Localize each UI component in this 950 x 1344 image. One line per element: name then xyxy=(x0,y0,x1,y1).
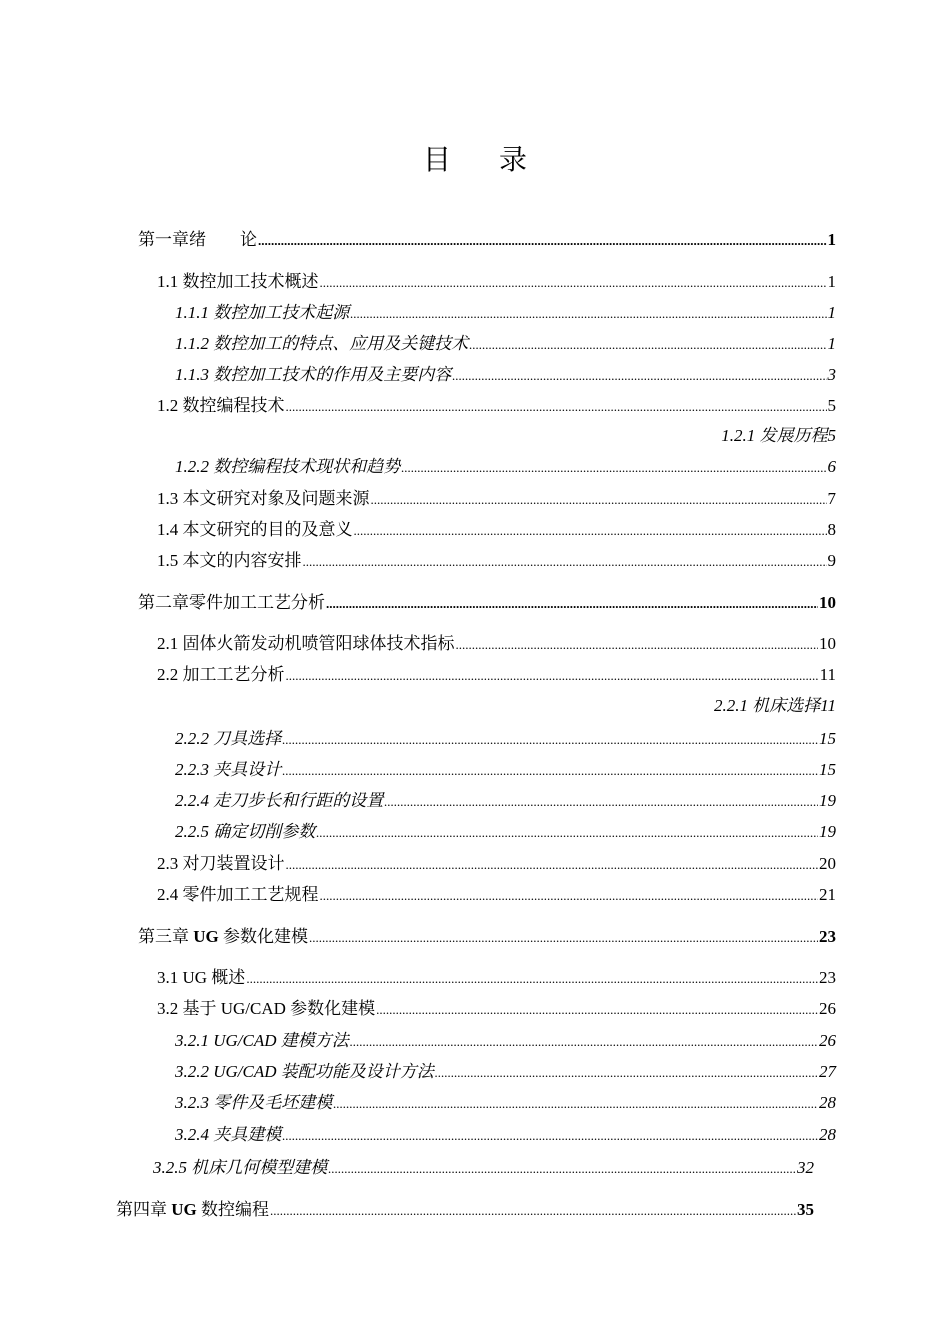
toc-entry-2-2-5[interactable] xyxy=(175,820,836,845)
toc-entry-2-2-2[interactable] xyxy=(175,727,836,752)
toc-entry-label: 3.2.5 机床几何模型建模 xyxy=(153,1158,328,1177)
toc-page-number: 19 xyxy=(819,791,836,810)
dot-leader xyxy=(270,1199,796,1223)
toc-page-number: 1 xyxy=(827,230,836,249)
toc-page-number: 26 xyxy=(819,1031,836,1050)
dot-leader xyxy=(303,550,827,574)
toc-page-number: 9 xyxy=(827,551,836,570)
toc-entry-2-2-3[interactable] xyxy=(175,758,836,783)
dot-leader xyxy=(350,1030,818,1054)
toc-entry-label: 1.1.1 数控加工技术起源 xyxy=(175,303,350,322)
toc-entry-label: 3.2.3 零件及毛坯建模 xyxy=(175,1093,333,1112)
toc-entry-3-1[interactable] xyxy=(157,966,836,991)
toc-entry-chapter-3[interactable] xyxy=(138,925,836,950)
toc-entry-2-1[interactable] xyxy=(157,632,836,657)
toc-entry-label: 2.2.3 夹具设计 xyxy=(175,760,282,779)
toc-entry-label: 1.1.3 数控加工技术的作用及主要内容 xyxy=(175,365,452,384)
toc-page-number: 26 xyxy=(819,999,836,1018)
toc-entry-label: 1.4 本文研究的目的及意义 xyxy=(157,520,353,539)
toc-entry-label: 2.3 对刀装置设计 xyxy=(157,854,285,873)
dot-leader xyxy=(282,759,818,783)
toc-entry-label: 2.2.1 机床选择 xyxy=(714,696,821,715)
dot-leader xyxy=(376,998,818,1022)
dot-leader xyxy=(456,633,819,657)
toc-entry-label: 1.2 数控编程技术 xyxy=(157,396,285,415)
toc-entry-3-2-4[interactable] xyxy=(175,1123,836,1148)
toc-entry-1-1-1[interactable] xyxy=(175,301,836,326)
toc-entry-label: 第二章零件加工工艺分析 xyxy=(138,593,325,612)
toc-entry-2-3[interactable] xyxy=(157,852,836,877)
toc-entry-1-3[interactable] xyxy=(157,487,836,512)
toc-entry-label: 2.2 加工工艺分析 xyxy=(157,665,285,684)
dot-leader xyxy=(282,1124,818,1148)
toc-entry-2-4[interactable] xyxy=(157,883,836,908)
toc-entry-label: 3.2.4 夹具建模 xyxy=(175,1125,282,1144)
toc-entry-label: 1.3 本文研究对象及问题来源 xyxy=(157,489,370,508)
toc-entry-1-4[interactable] xyxy=(157,518,836,543)
dot-leader xyxy=(320,884,819,908)
toc-entry-1-2-1[interactable] xyxy=(175,424,836,448)
toc-page-number: 7 xyxy=(827,489,836,508)
toc-page-number: 19 xyxy=(819,822,836,841)
toc-page-number: 6 xyxy=(827,457,836,476)
toc-entry-label: 2.2.5 确定切削参数 xyxy=(175,822,316,841)
toc-entry-label: 2.1 固体火箭发动机喷管阳球体技术指标 xyxy=(157,634,455,653)
toc-entry-1-5[interactable] xyxy=(157,549,836,574)
toc-entry-label: 1.1.2 数控加工的特点、应用及关键技术 xyxy=(175,334,469,353)
toc-entry-label: 1.2.2 数控编程技术现状和趋势 xyxy=(175,457,401,476)
toc-entry-label: 1.1 数控加工技术概述 xyxy=(157,272,319,291)
toc-entry-2-2-1[interactable] xyxy=(175,694,836,718)
page-title: 目录 xyxy=(422,143,575,176)
toc-page-number: 10 xyxy=(819,634,836,653)
toc-entry-label: 3.2 基于 UG/CAD 参数化建模 xyxy=(157,999,376,1018)
dot-leader xyxy=(371,488,827,512)
toc-entry-label: 1.5 本文的内容安排 xyxy=(157,551,302,570)
toc-page-number: 27 xyxy=(819,1062,836,1081)
toc-page-number: 32 xyxy=(797,1158,814,1177)
dot-leader xyxy=(258,229,827,253)
toc-entry-label: 1.2.1 发展历程 xyxy=(721,426,828,445)
chapter-bold-term: UG xyxy=(171,1200,197,1219)
dot-leader xyxy=(309,926,818,950)
toc-entry-1-2[interactable] xyxy=(157,394,836,419)
toc-entry-2-2-4[interactable] xyxy=(175,789,836,814)
dot-leader xyxy=(354,519,827,543)
dot-leader xyxy=(282,728,818,752)
dot-leader xyxy=(328,1157,796,1181)
dot-leader xyxy=(333,1092,818,1116)
toc-page-number: 15 xyxy=(819,729,836,748)
toc-entry-chapter-1[interactable] xyxy=(138,228,836,253)
toc-entry-3-2[interactable] xyxy=(157,997,836,1022)
toc-page-number: 11 xyxy=(820,696,836,715)
toc-entry-1-1-3[interactable] xyxy=(175,363,836,388)
toc-page-number: 15 xyxy=(819,760,836,779)
toc-page-number: 1 xyxy=(827,303,836,322)
toc-entry-label: 3.2.2 UG/CAD 装配功能及设计方法 xyxy=(175,1062,434,1081)
toc-entry-label: 2.4 零件加工工艺规程 xyxy=(157,885,319,904)
toc-entry-1-2-2[interactable] xyxy=(175,455,836,480)
dot-leader xyxy=(286,664,819,688)
toc-entry-label: 3.2.1 UG/CAD 建模方法 xyxy=(175,1031,349,1050)
toc-entry-label: 2.2.2 刀具选择 xyxy=(175,729,282,748)
dot-leader xyxy=(326,592,818,616)
toc-page-number: 8 xyxy=(827,520,836,539)
toc-entry-label xyxy=(116,1198,269,1222)
chapter-bold-term: UG xyxy=(193,927,219,946)
toc-page-number: 23 xyxy=(819,927,836,946)
dot-leader xyxy=(286,395,827,419)
dot-leader xyxy=(350,302,826,326)
toc-entry-chapter-4[interactable] xyxy=(116,1198,814,1223)
toc-page-number: 21 xyxy=(819,885,836,904)
toc-entry-3-2-5[interactable] xyxy=(153,1156,814,1181)
toc-page-number: 1 xyxy=(827,272,836,291)
toc-page-number: 5 xyxy=(827,396,836,415)
dot-leader xyxy=(246,967,818,991)
toc-entry-3-2-3[interactable] xyxy=(175,1091,836,1116)
toc-page-number: 20 xyxy=(819,854,836,873)
toc-entry-label: 2.2.4 走刀步长和行距的设置 xyxy=(175,791,384,810)
toc-entry-3-2-1[interactable] xyxy=(175,1029,836,1054)
toc-page-number: 11 xyxy=(819,665,836,684)
dot-leader xyxy=(320,271,827,295)
dot-leader xyxy=(401,456,826,480)
dot-leader xyxy=(469,333,826,357)
toc-entry-3-2-2[interactable] xyxy=(175,1060,836,1085)
chapter-suffix: 参数化建模 xyxy=(218,927,308,946)
toc-entry-1-1[interactable] xyxy=(157,270,836,295)
dot-leader xyxy=(452,364,826,388)
chapter-prefix: 第三章 xyxy=(138,927,194,946)
chapter-suffix: 数控编程 xyxy=(196,1200,269,1219)
dot-leader xyxy=(384,790,818,814)
toc-page-number: 3 xyxy=(827,365,836,384)
toc-page-number: 10 xyxy=(819,593,836,612)
dot-leader xyxy=(316,821,818,845)
toc-page-number: 28 xyxy=(819,1093,836,1112)
toc-entry-chapter-2[interactable] xyxy=(138,591,836,616)
toc-entry-1-1-2[interactable] xyxy=(175,332,836,357)
toc-page-number: 28 xyxy=(819,1125,836,1144)
dot-leader xyxy=(435,1061,818,1085)
toc-page-number: 23 xyxy=(819,968,836,987)
toc-entry-label: 3.1 UG 概述 xyxy=(157,968,246,987)
toc-entry-2-2[interactable] xyxy=(157,663,836,688)
toc-entry-label xyxy=(138,925,308,949)
chapter-prefix: 第四章 xyxy=(116,1200,172,1219)
dot-leader xyxy=(286,853,819,877)
toc-page-number: 35 xyxy=(797,1200,814,1219)
toc-page-number: 1 xyxy=(827,334,836,353)
toc-entry-label: 第一章绪 论 xyxy=(138,230,257,249)
toc-page-number: 5 xyxy=(827,426,836,445)
